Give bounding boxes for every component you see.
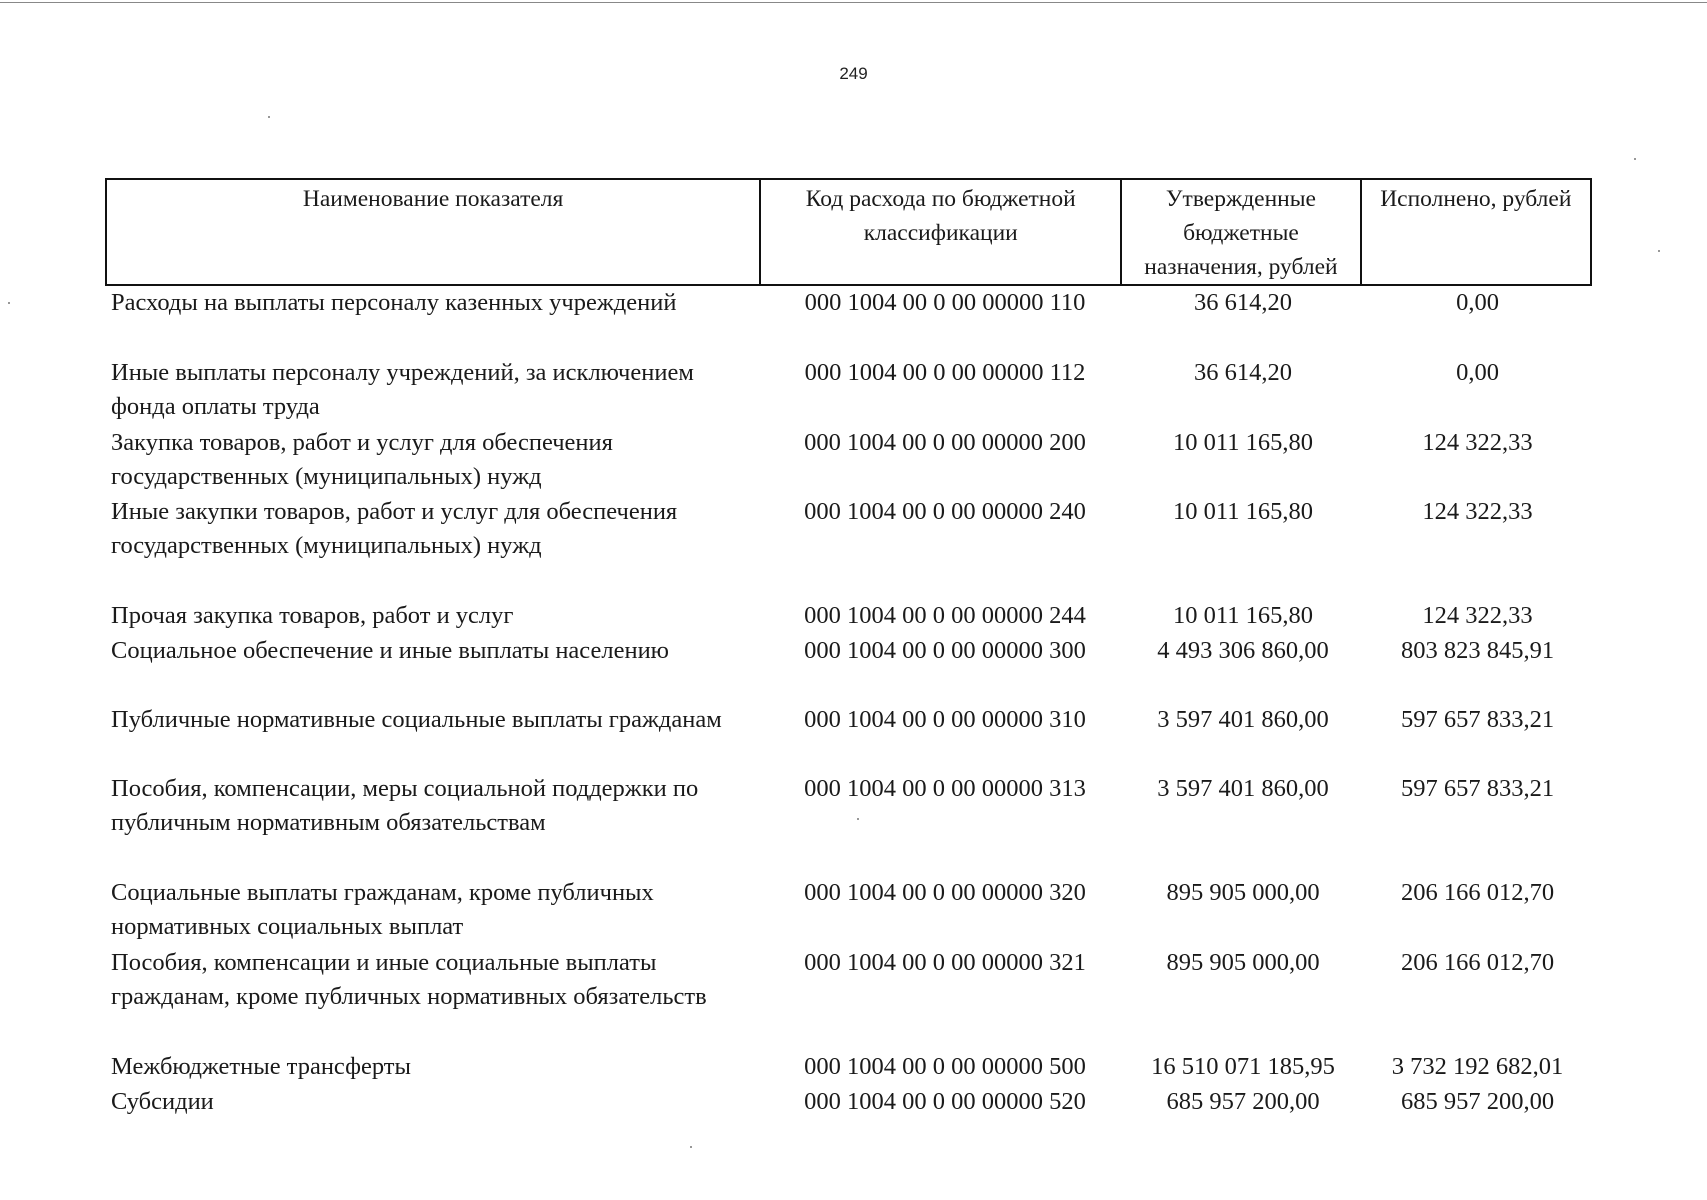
row-name: Закупка товаров, работ и услуг для обеспечения государственных (муниципальных) нужд (111, 429, 613, 490)
row-approved: 3 597 401 860,00 (1157, 775, 1329, 802)
scan-speck (690, 1146, 692, 1148)
row-code: 000 1004 00 0 00 00000 200 (804, 429, 1086, 456)
row-approved: 685 957 200,00 (1166, 1088, 1320, 1115)
table-row (105, 876, 1592, 946)
row-approved: 895 905 000,00 (1166, 879, 1320, 906)
table-row (105, 634, 1592, 703)
row-name: Публичные нормативные социальные выплаты гражданам (111, 706, 722, 733)
table-row (105, 772, 1592, 876)
row-done: 0,00 (1456, 289, 1499, 316)
table-row (105, 1050, 1592, 1085)
table-row (105, 599, 1592, 634)
row-done: 597 657 833,21 (1400, 775, 1555, 802)
header-done: Исполнено, рублей (1380, 186, 1572, 212)
row-name: Пособия, компенсации, меры социальной поддержки по публичным нормативным обязательствам (111, 775, 699, 836)
table-row (105, 703, 1592, 772)
row-done: 3 732 192 682,01 (1391, 1053, 1564, 1080)
row-approved: 3 597 401 860,00 (1157, 706, 1329, 733)
row-code: 000 1004 00 0 00 00000 320 (804, 879, 1086, 906)
row-approved: 16 510 071 185,95 (1151, 1053, 1335, 1080)
row-code: 000 1004 00 0 00 00000 321 (804, 949, 1086, 976)
scan-speck (1634, 158, 1636, 160)
row-done: 0,00 (1456, 359, 1499, 386)
row-approved: 10 011 165,80 (1173, 429, 1313, 456)
row-name: Субсидии (111, 1088, 214, 1115)
row-code: 000 1004 00 0 00 00000 112 (804, 359, 1086, 386)
row-code: 000 1004 00 0 00 00000 300 (804, 637, 1086, 664)
table-row (105, 286, 1592, 356)
page-number: 249 (839, 64, 868, 83)
row-name: Пособия, компенсации и иные социальные выплаты гражданам, кроме публичных нормативных обязательств (111, 949, 707, 1010)
row-name: Иные выплаты персоналу учреждений, за исключением фонда оплаты труда (111, 359, 694, 420)
row-code: 000 1004 00 0 00 00000 244 (804, 602, 1086, 629)
table-row (105, 946, 1592, 1050)
row-code: 000 1004 00 0 00 00000 240 (804, 498, 1086, 525)
row-name: Расходы на выплаты персоналу казенных учреждений (111, 289, 677, 316)
row-done: 206 166 012,70 (1400, 879, 1555, 906)
row-code: 000 1004 00 0 00 00000 110 (804, 289, 1086, 316)
row-done: 124 322,33 (1422, 429, 1533, 456)
header-name: Наименование показателя (107, 180, 761, 284)
row-done: 124 322,33 (1422, 602, 1533, 629)
table-row (105, 495, 1592, 599)
scan-top-border (0, 2, 1707, 3)
header-approved: Утвержденные бюджетные назначения, рублей (1122, 180, 1361, 284)
row-approved: 4 493 306 860,00 (1157, 637, 1329, 664)
row-code: 000 1004 00 0 00 00000 520 (804, 1088, 1086, 1115)
row-approved: 36 614,20 (1194, 289, 1292, 316)
row-approved: 10 011 165,80 (1173, 498, 1313, 525)
table-row (105, 426, 1592, 495)
row-name: Социальные выплаты гражданам, кроме публичных нормативных социальных выплат (111, 879, 654, 940)
row-code: 000 1004 00 0 00 00000 313 (804, 775, 1086, 802)
row-done: 124 322,33 (1422, 498, 1533, 525)
scan-speck (1658, 250, 1660, 252)
row-done: 803 823 845,91 (1400, 637, 1555, 664)
row-name: Межбюджетные трансферты (111, 1053, 411, 1080)
scan-speck (857, 818, 859, 820)
row-code: 000 1004 00 0 00 00000 310 (804, 706, 1086, 733)
row-name: Прочая закупка товаров, работ и услуг (111, 602, 514, 629)
row-approved: 36 614,20 (1194, 359, 1292, 386)
row-approved: 895 905 000,00 (1166, 949, 1320, 976)
scan-speck (8, 302, 10, 304)
row-done: 206 166 012,70 (1400, 949, 1555, 976)
row-approved: 10 011 165,80 (1173, 602, 1313, 629)
row-done: 597 657 833,21 (1400, 706, 1555, 733)
row-name: Социальное обеспечение и иные выплаты населению (111, 637, 669, 664)
table-row (105, 356, 1592, 426)
header-code: Код расхода по бюджетной классификации (761, 180, 1122, 284)
table-body (105, 286, 1592, 1120)
row-done: 685 957 200,00 (1400, 1088, 1555, 1115)
table-row (105, 1085, 1592, 1120)
row-code: 000 1004 00 0 00 00000 500 (804, 1053, 1086, 1080)
scan-speck (268, 116, 270, 118)
row-name: Иные закупки товаров, работ и услуг для обеспечения государственных (муниципальных) нужд (111, 498, 678, 559)
table-header (105, 178, 1592, 286)
